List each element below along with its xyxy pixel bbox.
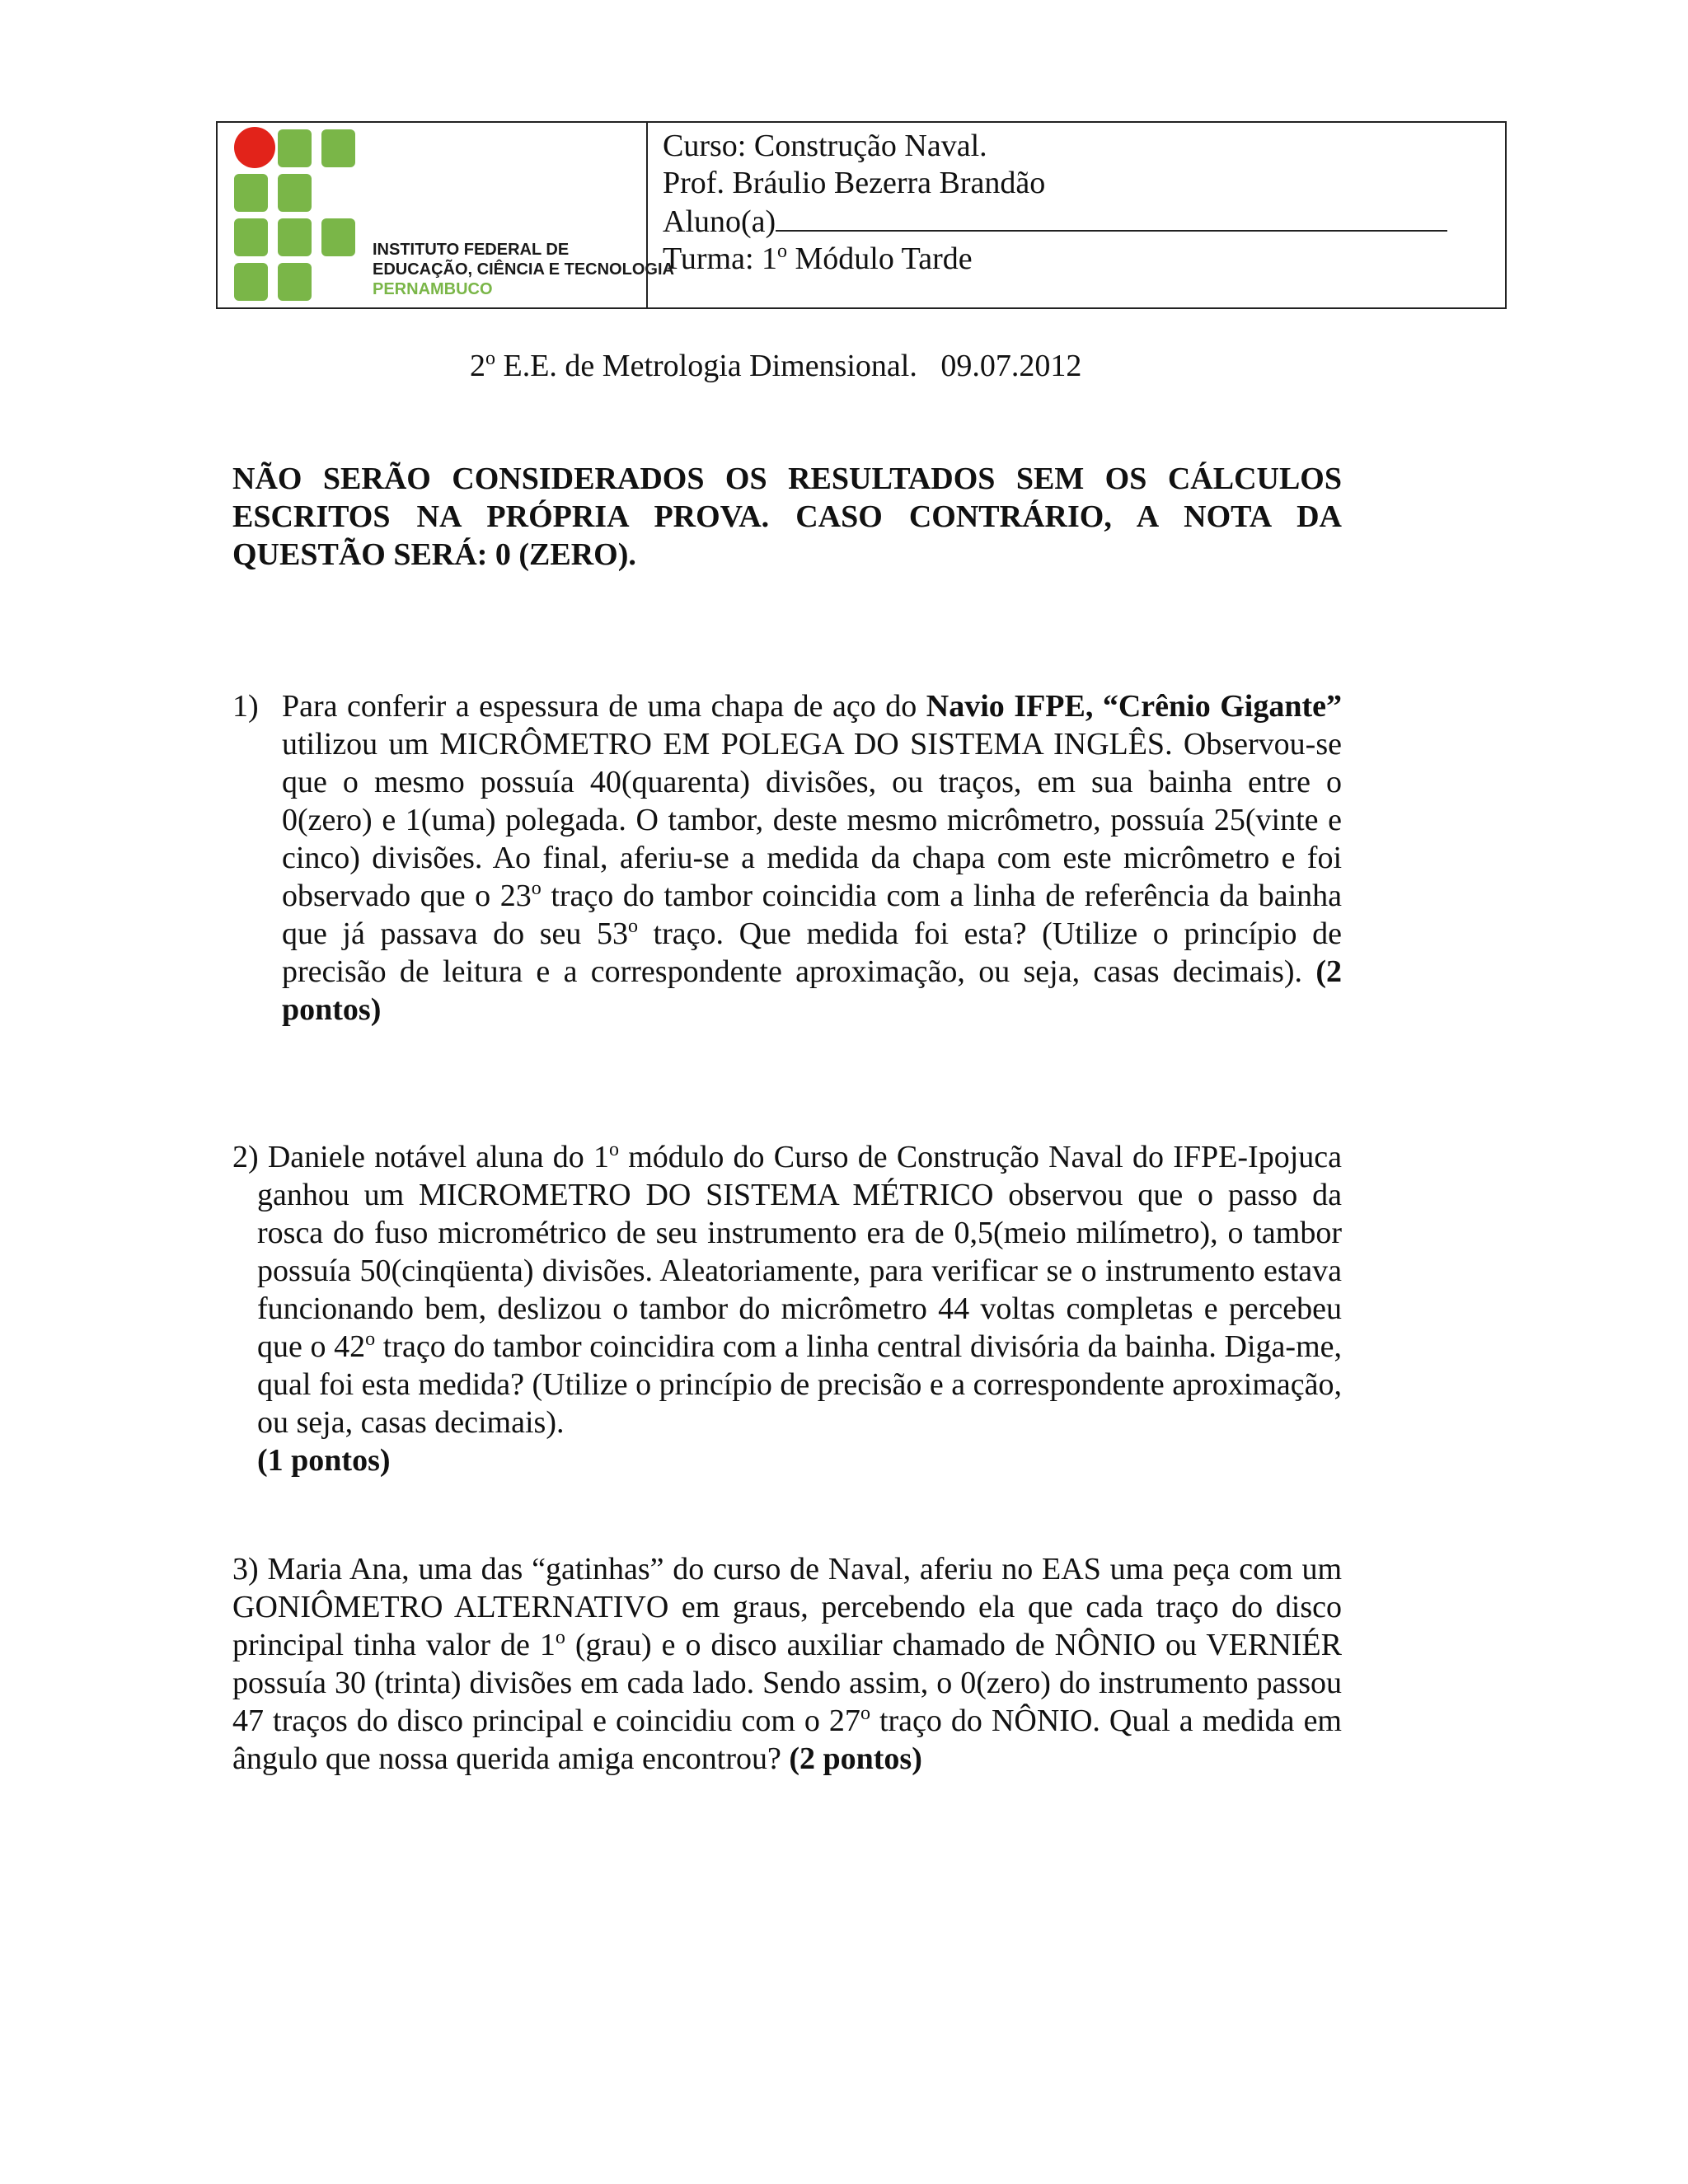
logo-square — [278, 129, 312, 167]
question-1-number: 1) — [232, 689, 259, 724]
q3-text-1: 3) Maria Ana, uma das “gatinhas” do curso de Naval, aferiu no EAS uma peça com um GONIÔMETRO ALTERNATIVO em graus, percebendo ela que cada traço do disco principal tinha valor de 1 — [232, 1552, 1342, 1662]
class-label: Turma: 1 — [663, 241, 778, 276]
course-info — [648, 123, 1505, 307]
q1-ordinal-1: o — [531, 878, 542, 899]
logo-red-circle — [234, 127, 275, 168]
q2-ordinal-2: o — [365, 1329, 376, 1350]
q1-points: (2 pontos) — [282, 954, 1342, 1027]
exam-title-text: E.E. de Metrologia Dimensional. 09.07.2012 — [495, 349, 1082, 383]
exam-number: 2 — [470, 349, 485, 383]
logo-text-line1: INSTITUTO FEDERAL DE — [373, 241, 570, 259]
q2-text-1: 2) Daniele notável aluna do 1 — [232, 1140, 609, 1174]
q2-points: (1 pontos) — [257, 1443, 391, 1478]
logo-square — [278, 263, 312, 301]
q2-ordinal-1: o — [609, 1139, 619, 1160]
ifpe-logo-icon — [234, 126, 358, 307]
class-ordinal: o — [777, 241, 788, 262]
logo-square — [278, 174, 312, 212]
logo-square — [321, 218, 355, 256]
question-3-body — [232, 1550, 1342, 1778]
course-line: Curso: Construção Naval. — [663, 129, 987, 163]
logo-square — [321, 129, 355, 167]
question-1 — [232, 687, 1342, 1029]
class-value: Módulo Tarde — [787, 241, 973, 276]
logo-text-line2: EDUCAÇÃO, CIÊNCIA E TECNOLOGIA — [373, 260, 674, 279]
q3-ordinal-1: o — [555, 1627, 565, 1648]
q1-text-2: utilizou um MICRÔMETRO EM POLEGA DO SISTEMA INGLÊS. Observou-se que o mesmo possuía 40(quarenta) divisões, ou traços, em sua bainha entre o 0(zero) e 1(uma) polegada. O tambor, deste mesmo micrômetro, possuía 25(vinte e cinco) divisões. Ao final, aferiu-se a medida da chapa com este micrômetro e foi observado que o 23 — [282, 727, 1342, 913]
logo-square — [234, 174, 268, 212]
question-2-body — [232, 1138, 1342, 1479]
q1-text-4: traço. Que medida foi esta? (Utilize o princípio de precisão de leitura e a correspondente aproximação, ou seja, casas decimais). — [282, 916, 1342, 989]
q3-text-3: traço do NÔNIO. Qual a medida em ângulo que nossa querida amiga encontrou? — [232, 1704, 1342, 1776]
q3-ordinal-2: o — [860, 1703, 870, 1724]
exam-title — [470, 348, 1081, 384]
logo-square — [234, 218, 268, 256]
q2-text-3: traço do tambor coincidira com a linha central divisória da bainha. Diga-me, qual foi esta medida? (Utilize o princípio de precisão e a correspondente aproximação, ou seja, casas decimais). — [257, 1329, 1342, 1440]
question-1-body — [282, 687, 1342, 1029]
class-line — [663, 241, 1505, 278]
student-name-blank[interactable] — [776, 202, 1447, 232]
logo-square — [278, 218, 312, 256]
q2-text-2: módulo do Curso de Construção Naval do IFPE-Ipojuca ganhou um MICROMETRO DO SISTEMA MÉTRICO observou que o passo da rosca do fuso micrométrico de seu instrumento era de 0,5(meio milímetro), o tambor possuía 50(cinqüenta) divisões. Aleatoriamente, para verificar se o instrumento estava funcionando bem, deslizou o tambor do micrômetro 44 voltas completas e percebeu que o 42 — [257, 1140, 1342, 1364]
q1-text-1: Para conferir a espessura de uma chapa de aço do — [282, 689, 926, 724]
logo-cell — [218, 123, 674, 307]
logo-text — [373, 240, 674, 299]
header-table — [216, 121, 1507, 309]
student-line — [663, 202, 1505, 241]
question-3 — [232, 1550, 1342, 1778]
exam-ordinal: o — [485, 348, 495, 369]
student-label: Aluno(a) — [663, 204, 776, 239]
q1-ordinal-2: o — [627, 916, 638, 937]
q1-text-3: traço do tambor coincidia com a linha de referência da bainha que já passava do seu 53 — [282, 879, 1342, 951]
exam-notice: NÃO SERÃO CONSIDERADOS OS RESULTADOS SEM OS CÁLCULOS ESCRITOS NA PRÓPRIA PROVA. CASO CONTRÁRIO, A NOTA DA QUESTÃO SERÁ: 0 (ZERO). — [232, 462, 1342, 572]
logo-square — [234, 263, 268, 301]
q3-points: (2 pontos) — [789, 1741, 922, 1776]
question-2 — [232, 1138, 1342, 1479]
professor-line: Prof. Bráulio Bezerra Brandão — [663, 166, 1046, 200]
q3-text-2: (grau) e o disco auxiliar chamado de NÔNIO ou VERNIÉR possuía 30 (trinta) divisões em cada lado. Sendo assim, o 0(zero) do instrumento passou 47 traços do disco principal e coincidiu com o 27 — [232, 1628, 1342, 1738]
q1-ship-name: Navio IFPE, “Crênio Gigante” — [926, 689, 1342, 724]
logo-text-line3: PERNAMBUCO — [373, 280, 493, 298]
